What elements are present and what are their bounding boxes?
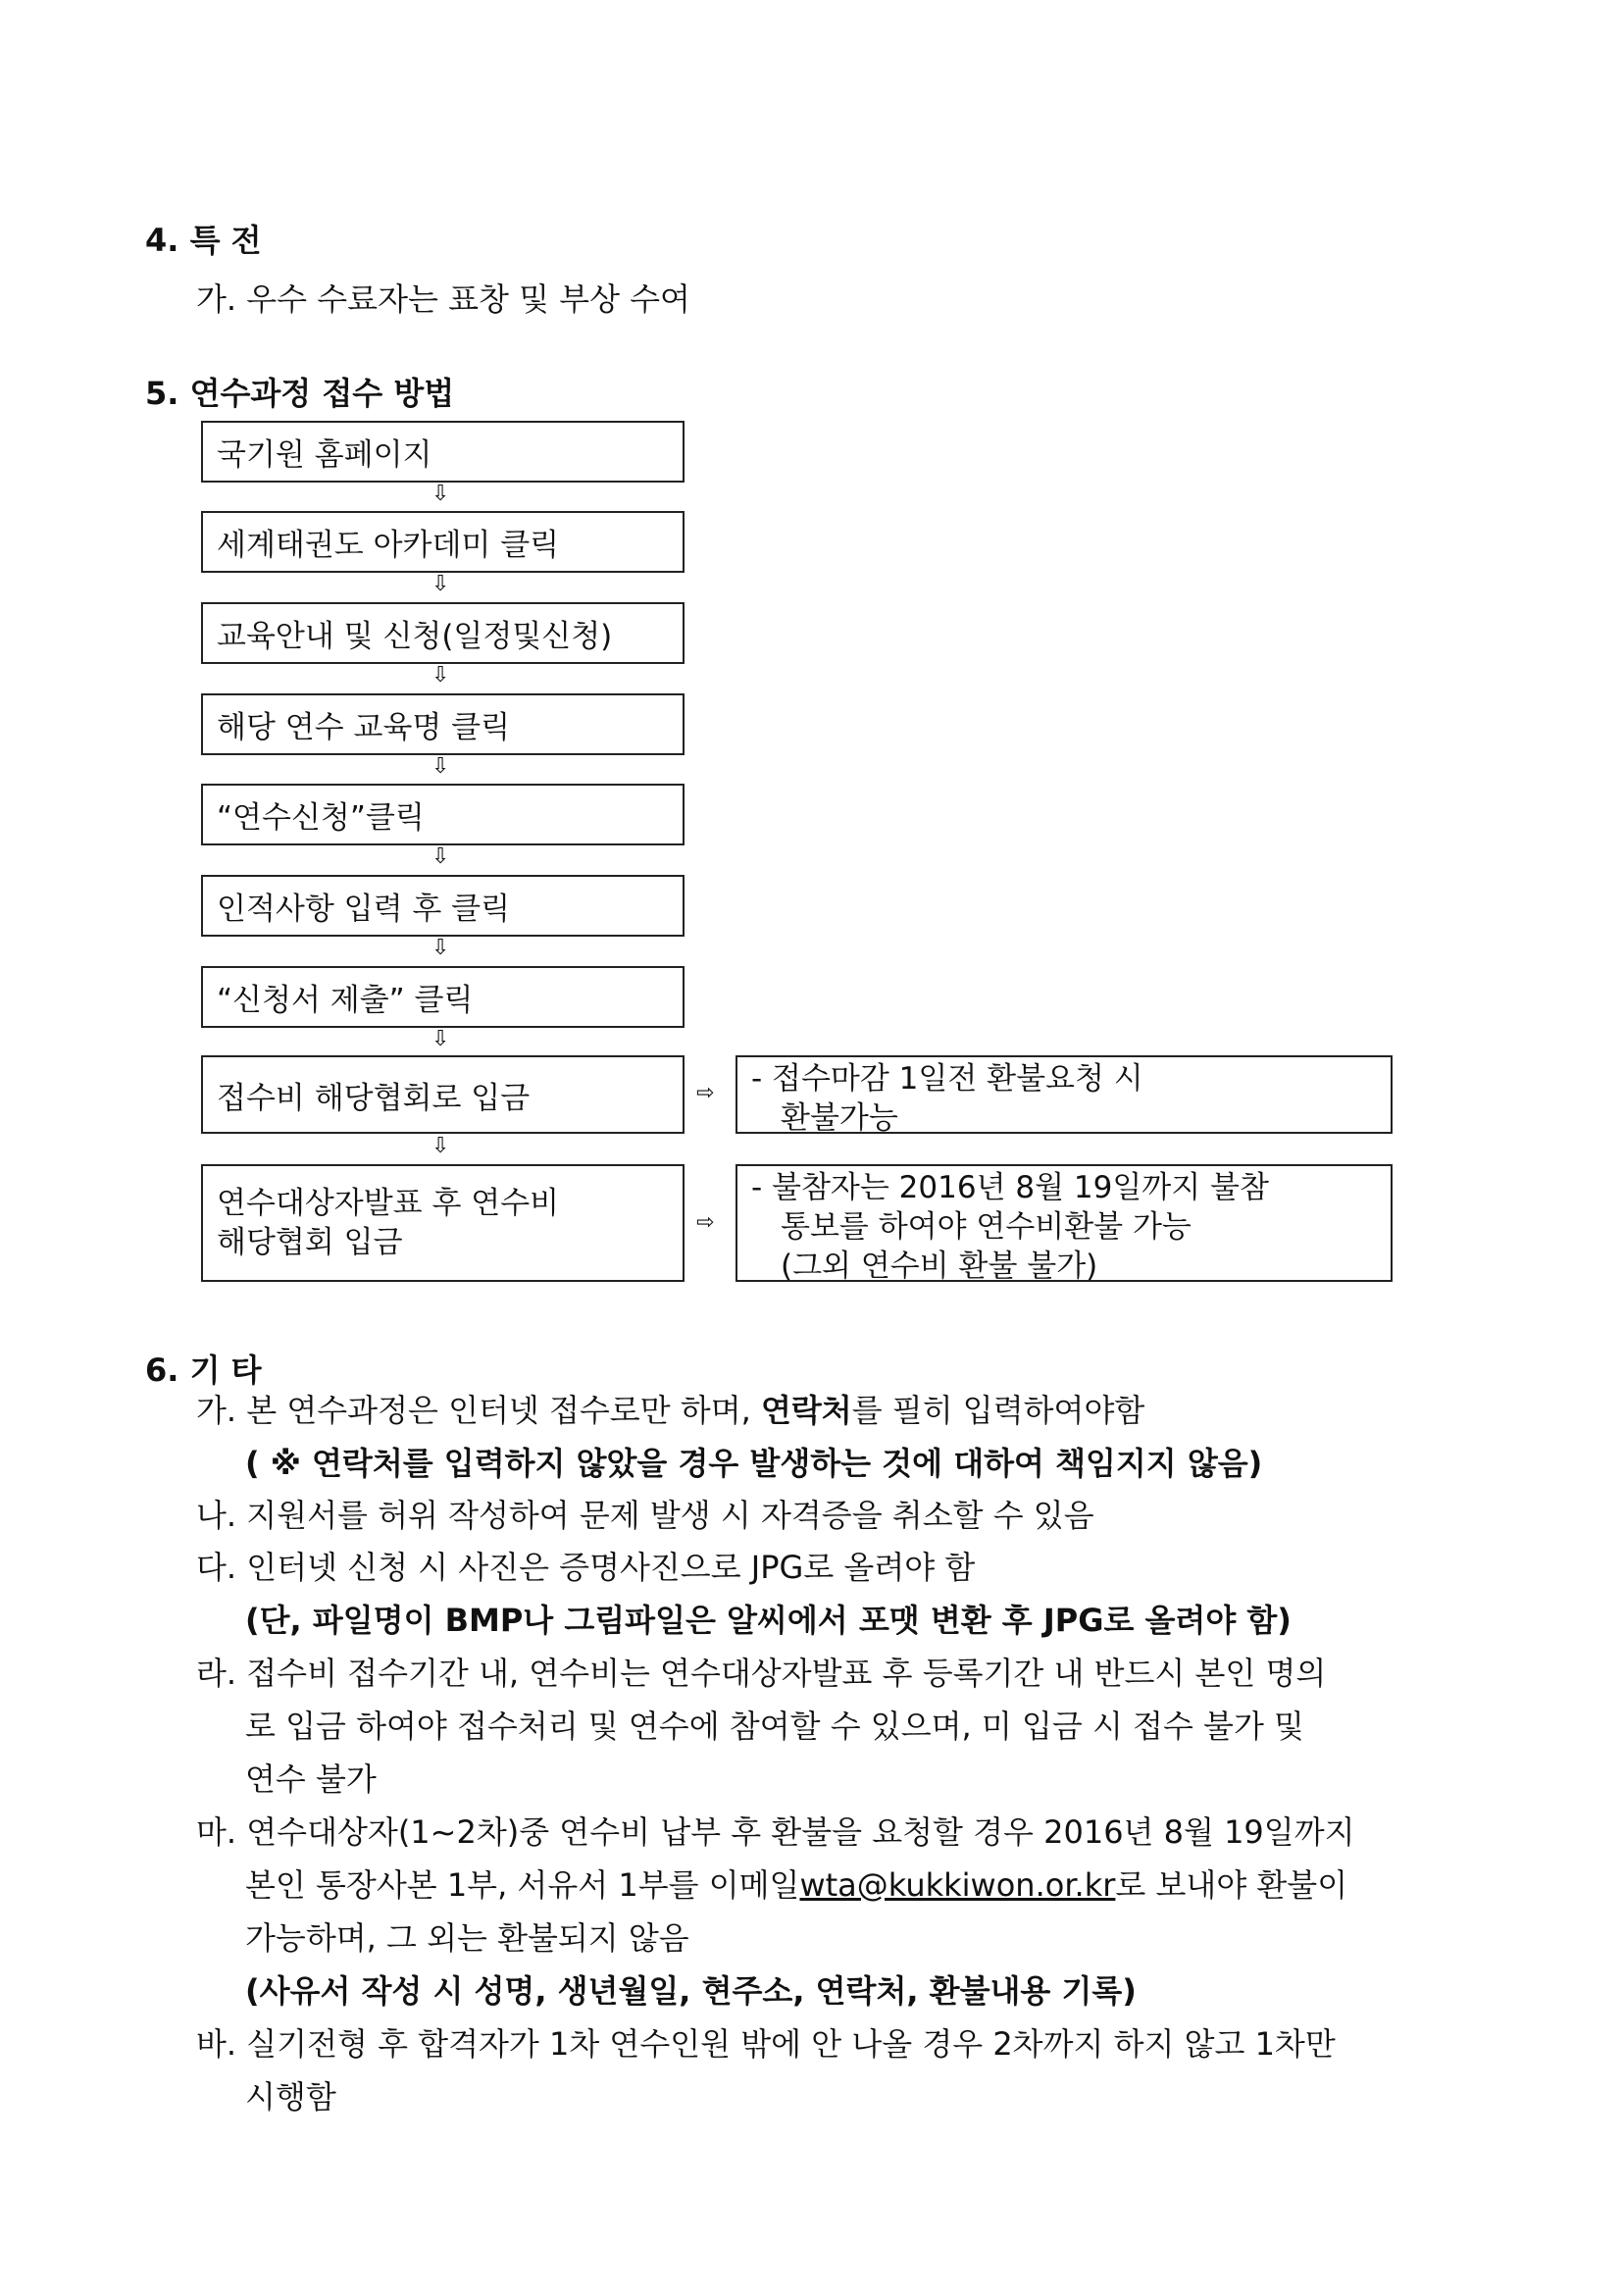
flow-step-8: 접수비 해당협회로 입금 (201, 1055, 685, 1134)
down-arrow-icon: ⇩ (431, 754, 450, 779)
section-6-item-ma-note: (사유서 작성 시 성명, 생년월일, 현주소, 연락처, 환불내용 기록) (245, 1972, 1137, 2010)
note-1-line-2: 환불가능 (781, 1100, 898, 1136)
down-arrow-icon: ⇩ (431, 1134, 450, 1158)
section-4-heading: 4. 특 전 (145, 222, 262, 259)
email-link[interactable]: wta@kukkiwon.or.kr (799, 1866, 1116, 1904)
section-6-item-ga (196, 1391, 1144, 1430)
step-9-line-2: 해당협회 입금 (217, 1225, 403, 1260)
down-arrow-icon: ⇩ (431, 936, 450, 960)
note-2-line-2: 통보를 하여야 연수비환불 가능 (781, 1209, 1192, 1245)
right-arrow-icon: ⇨ (696, 1210, 715, 1235)
flow-step-4: 해당 연수 교육명 클릭 (201, 693, 685, 755)
right-arrow-icon: ⇨ (696, 1081, 715, 1105)
item-ma-text: 본인 통장사본 1부, 서유서 1부를 이메일 (245, 1866, 800, 1904)
flow-step-7: “신청서 제출” 클릭 (201, 966, 685, 1028)
section-6-item-da: 다. 인터넷 신청 시 사진은 증명사진으로 JPG로 올려야 함 (196, 1549, 976, 1586)
note-1-line-1: - 접수마감 1일전 환불요청 시 (751, 1061, 1143, 1097)
section-5-heading: 5. 연수과정 접수 방법 (145, 375, 455, 412)
flow-note-1 (735, 1055, 1393, 1134)
section-6-heading: 6. 기 타 (145, 1352, 262, 1389)
item-ma-suffix: 로 보내야 환불이 (1115, 1866, 1348, 1904)
down-arrow-icon: ⇩ (431, 844, 450, 869)
down-arrow-icon: ⇩ (431, 572, 450, 596)
item-ga-bold-text: 연락처 (760, 1392, 852, 1429)
section-6-item-da-note: (단, 파일명이 BMP나 그림파일은 알씨에서 포맷 변환 후 JPG로 올려야 함) (245, 1602, 1292, 1639)
flow-step-3: 교육안내 및 신청(일정및신청) (201, 602, 685, 664)
section-6-item-na: 나. 지원서를 허위 작성하여 문제 발생 시 자격증을 취소할 수 있음 (196, 1497, 1094, 1534)
note-2-line-1: - 불참자는 2016년 8월 19일까지 불참 (751, 1170, 1269, 1205)
item-ga-suffix: 를 필히 입력하여야함 (851, 1392, 1145, 1429)
step-9-line-1: 연수대상자발표 후 연수비 (217, 1186, 560, 1221)
flow-step-2: 세계태권도 아카데미 클릭 (201, 511, 685, 573)
section-6-item-ra-line-1: 라. 접수비 접수기간 내, 연수비는 연수대상자발표 후 등록기간 내 반드시 본인 명의 (196, 1655, 1327, 1692)
section-4-item-ga: 가. 우수 수료자는 표창 및 부상 수여 (196, 281, 690, 318)
section-6-item-ma-line-2 (245, 1865, 1347, 1905)
section-6-item-ma-line-3: 가능하며, 그 외는 환불되지 않음 (245, 1919, 689, 1957)
flow-step-9 (201, 1164, 685, 1282)
section-6-item-ba-line-2: 시행함 (245, 2078, 336, 2116)
flow-note-2 (735, 1164, 1393, 1282)
down-arrow-icon: ⇩ (431, 482, 450, 506)
section-6-item-ga-note: ( ※ 연락처를 입력하지 않았을 경우 발생하는 것에 대하여 책임지지 않음) (245, 1445, 1263, 1482)
down-arrow-icon: ⇩ (431, 1027, 450, 1051)
flow-step-5: “연수신청”클릭 (201, 784, 685, 845)
section-6-item-ma-line-1: 마. 연수대상자(1~2차)중 연수비 납부 후 환불을 요청할 경우 2016년 8월 19일까지 (196, 1813, 1355, 1851)
item-ga-text: 가. 본 연수과정은 인터넷 접수로만 하며, (196, 1392, 761, 1429)
section-6-item-ra-line-2: 로 입금 하여야 접수처리 및 연수에 참여할 수 있으며, 미 입금 시 접수 불가 및 (245, 1708, 1304, 1745)
flow-step-6: 인적사항 입력 후 클릭 (201, 875, 685, 937)
section-6-item-ra-line-3: 연수 불가 (245, 1760, 377, 1798)
down-arrow-icon: ⇩ (431, 663, 450, 688)
note-2-line-3: (그외 연수비 환불 불가) (781, 1249, 1098, 1284)
section-6-item-ba-line-1: 바. 실기전형 후 합격자가 1차 연수인원 밖에 안 나올 경우 2차까지 하지 않고 1차만 (196, 2025, 1336, 2063)
flow-step-1: 국기원 홈페이지 (201, 421, 685, 483)
